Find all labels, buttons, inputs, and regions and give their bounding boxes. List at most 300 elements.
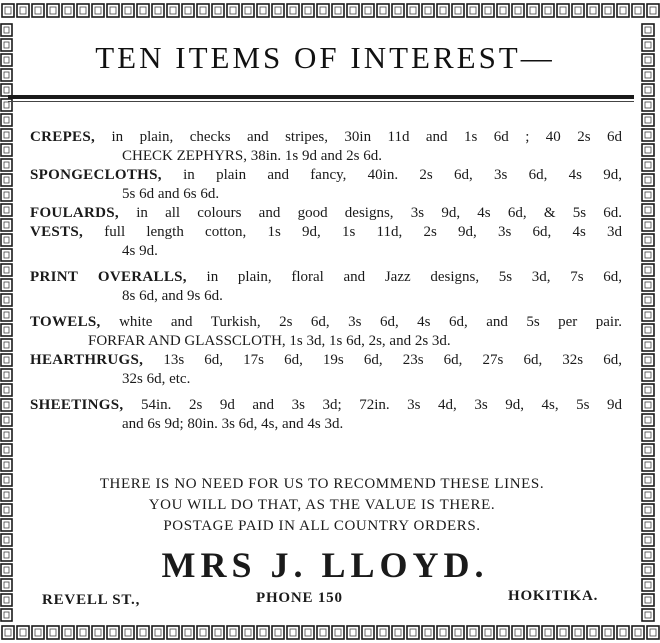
- border-link-inner: [365, 629, 371, 636]
- border-link: [1, 294, 12, 306]
- border-link: [287, 626, 299, 639]
- border-link-inner: [4, 477, 9, 483]
- border-link: [407, 4, 419, 17]
- border-link: [407, 626, 419, 639]
- border-link: [437, 4, 449, 17]
- border-link: [642, 189, 654, 201]
- border-link-inner: [110, 7, 116, 14]
- border-link: [1, 384, 12, 396]
- border-link-inner: [645, 87, 651, 93]
- border-link-inner: [380, 629, 386, 636]
- border-link: [602, 626, 614, 639]
- border-link-inner: [215, 7, 221, 14]
- border-link: [642, 609, 654, 621]
- border-link-inner: [645, 222, 651, 228]
- item-continuation: 32s 6d, etc.: [122, 371, 191, 387]
- border-link-inner: [320, 7, 326, 14]
- item-continuation: 4s 9d.: [122, 243, 158, 259]
- border-link: [642, 594, 654, 606]
- border-link-inner: [395, 7, 401, 14]
- border-link: [587, 4, 599, 17]
- border-link: [572, 4, 584, 17]
- item-details: in plain, floral and Jazz designs, 5s 3d, 7s 6d,: [206, 269, 622, 285]
- border-link-inner: [4, 372, 9, 378]
- border-link-inner: [4, 132, 9, 138]
- border-link-inner: [645, 477, 651, 483]
- border-link-inner: [4, 402, 9, 408]
- border-link: [1, 309, 12, 321]
- border-link-inner: [4, 192, 9, 198]
- border-link-inner: [645, 417, 651, 423]
- border-link: [1, 129, 12, 141]
- border-link-inner: [645, 537, 651, 543]
- border-link: [32, 626, 44, 639]
- border-link: [197, 626, 209, 639]
- border-link: [437, 626, 449, 639]
- footer-phone: PHONE 150: [256, 590, 343, 606]
- border-link-inner: [4, 417, 9, 423]
- border-link: [642, 84, 654, 96]
- border-link: [642, 279, 654, 291]
- border-link-inner: [50, 629, 56, 636]
- border-link: [642, 519, 654, 531]
- border-link-inner: [4, 102, 9, 108]
- border-link-inner: [645, 447, 651, 453]
- border-link: [152, 626, 164, 639]
- border-link-inner: [4, 162, 9, 168]
- list-item: [30, 223, 622, 261]
- border-link-inner: [155, 629, 161, 636]
- border-link: [512, 626, 524, 639]
- border-link-inner: [4, 147, 9, 153]
- border-link: [642, 204, 654, 216]
- border-link: [1, 489, 12, 501]
- border-link: [392, 4, 404, 17]
- border-link-inner: [365, 7, 371, 14]
- border-link: [1, 249, 12, 261]
- border-link-inner: [485, 629, 491, 636]
- border-link: [1, 24, 12, 36]
- border-link: [1, 564, 12, 576]
- border-link-inner: [645, 177, 651, 183]
- border-link-inner: [645, 102, 651, 108]
- border-link-inner: [245, 629, 251, 636]
- border-link: [182, 626, 194, 639]
- border-link: [617, 626, 629, 639]
- item-name: PRINT OVERALLS,: [30, 269, 187, 285]
- border-link-inner: [4, 207, 9, 213]
- border-link: [32, 4, 44, 17]
- title-rule-thin: [8, 101, 634, 102]
- border-link-inner: [410, 629, 416, 636]
- border-link-inner: [260, 7, 266, 14]
- item-details: in plain and fancy, 40in. 2s 6d, 3s 6d, 4s 9d,: [183, 167, 622, 183]
- border-link: [302, 4, 314, 17]
- border-link-inner: [545, 7, 551, 14]
- border-link: [467, 4, 479, 17]
- border-link-inner: [515, 629, 521, 636]
- border-link: [642, 264, 654, 276]
- border-link: [642, 309, 654, 321]
- border-link: [642, 579, 654, 591]
- border-link-inner: [575, 7, 581, 14]
- border-link-inner: [645, 57, 651, 63]
- item-continuation: FORFAR AND GLASSCLOTH, 1s 3d, 1s 6d, 2s, and 2s 3d.: [88, 333, 451, 349]
- border-link-inner: [95, 7, 101, 14]
- border-link-inner: [515, 7, 521, 14]
- border-link-inner: [645, 237, 651, 243]
- border-link-inner: [4, 432, 9, 438]
- border-link-inner: [575, 629, 581, 636]
- border-link: [392, 626, 404, 639]
- list-item: [30, 128, 622, 166]
- border-link-inner: [4, 297, 9, 303]
- border-link: [542, 626, 554, 639]
- border-link-inner: [645, 432, 651, 438]
- border-link: [92, 626, 104, 639]
- item-name: CREPES,: [30, 129, 96, 145]
- border-link-inner: [560, 629, 566, 636]
- border-link: [642, 399, 654, 411]
- border-link: [642, 324, 654, 336]
- border-link: [527, 4, 539, 17]
- border-link: [1, 369, 12, 381]
- border-link-inner: [4, 342, 9, 348]
- border-link-inner: [230, 629, 236, 636]
- border-link-inner: [4, 267, 9, 273]
- border-link-inner: [95, 629, 101, 636]
- item-name: HEARTHRUGS,: [30, 352, 144, 368]
- border-link: [62, 626, 74, 639]
- border-link: [602, 4, 614, 17]
- border-link: [1, 339, 12, 351]
- border-link-inner: [4, 447, 9, 453]
- border-link: [227, 626, 239, 639]
- border-link-inner: [290, 7, 296, 14]
- border-link: [642, 369, 654, 381]
- border-link-inner: [645, 282, 651, 288]
- item-name: SPONGECLOTHS,: [30, 167, 162, 183]
- border-link-inner: [125, 7, 131, 14]
- border-link-inner: [4, 312, 9, 318]
- border-link-inner: [140, 629, 146, 636]
- border-link-inner: [4, 552, 9, 558]
- border-link: [557, 4, 569, 17]
- border-link: [512, 4, 524, 17]
- item-continuation: and 6s 9d; 80in. 3s 6d, 4s, and 4s 3d.: [122, 416, 344, 432]
- border-link-inner: [645, 582, 651, 588]
- border-link: [1, 279, 12, 291]
- border-link: [642, 99, 654, 111]
- border-link: [1, 39, 12, 51]
- border-link: [642, 69, 654, 81]
- border-link: [1, 264, 12, 276]
- border-link-inner: [65, 629, 71, 636]
- border-link-inner: [645, 267, 651, 273]
- border-link: [377, 626, 389, 639]
- border-link: [1, 549, 12, 561]
- item-details: full length cotton, 1s 9d, 1s 11d, 2s 9d, 3s 6d, 4s 3d: [104, 224, 623, 240]
- border-link-inner: [4, 117, 9, 123]
- border-link-inner: [185, 629, 191, 636]
- item-details: 54in. 2s 9d and 3s 3d; 72in. 3s 4d, 3s 9d, 4s, 5s 9d: [141, 397, 623, 413]
- border-link-inner: [645, 372, 651, 378]
- border-link-inner: [645, 297, 651, 303]
- border-link-inner: [20, 629, 26, 636]
- border-link-inner: [620, 629, 626, 636]
- border-link-inner: [4, 72, 9, 78]
- border-link: [1, 399, 12, 411]
- border-link: [242, 4, 254, 17]
- border-link: [642, 504, 654, 516]
- border-link: [167, 626, 179, 639]
- border-link: [542, 4, 554, 17]
- border-link-inner: [4, 522, 9, 528]
- border-link-inner: [530, 629, 536, 636]
- border-link: [642, 174, 654, 186]
- border-link-inner: [4, 357, 9, 363]
- border-link: [482, 4, 494, 17]
- border-link-inner: [4, 177, 9, 183]
- border-link: [362, 626, 374, 639]
- border-link: [1, 144, 12, 156]
- border-link: [47, 626, 59, 639]
- border-link-inner: [425, 629, 431, 636]
- border-link-inner: [645, 522, 651, 528]
- border-link-inner: [470, 629, 476, 636]
- border-link: [47, 4, 59, 17]
- border-link-inner: [35, 629, 41, 636]
- border-link: [17, 626, 29, 639]
- border-link: [347, 4, 359, 17]
- border-link-inner: [4, 537, 9, 543]
- border-link: [557, 626, 569, 639]
- border-link: [137, 626, 149, 639]
- border-link-inner: [80, 7, 86, 14]
- border-link-inner: [645, 207, 651, 213]
- border-link: [642, 354, 654, 366]
- border-link: [642, 549, 654, 561]
- border-link: [642, 129, 654, 141]
- border-link-inner: [350, 7, 356, 14]
- border-link-inner: [4, 567, 9, 573]
- statement-line: YOU WILL DO THAT, AS THE VALUE IS THERE.: [148, 497, 496, 513]
- item-details: in all colours and good designs, 3s 9d, 4s 6d, & 5s 6d.: [136, 205, 623, 221]
- border-link-inner: [20, 7, 26, 14]
- border-link-inner: [455, 7, 461, 14]
- border-link-inner: [500, 629, 506, 636]
- border-link-inner: [4, 57, 9, 63]
- border-link: [642, 384, 654, 396]
- border-link-inner: [305, 7, 311, 14]
- item-continuation: 5s 6d and 6s 6d.: [122, 186, 220, 202]
- border-link: [17, 4, 29, 17]
- item-name: FOULARDS,: [30, 205, 119, 221]
- border-link-inner: [4, 252, 9, 258]
- border-link-inner: [645, 357, 651, 363]
- border-link-inner: [320, 629, 326, 636]
- border-link: [377, 4, 389, 17]
- border-link-inner: [155, 7, 161, 14]
- border-link-inner: [230, 7, 236, 14]
- border-link-inner: [4, 87, 9, 93]
- border-link-inner: [590, 629, 596, 636]
- border-link: [1, 204, 12, 216]
- border-link-inner: [4, 387, 9, 393]
- border-link-inner: [645, 162, 651, 168]
- border-link-inner: [4, 612, 9, 618]
- border-link: [642, 54, 654, 66]
- border-link: [642, 24, 654, 36]
- border-link-inner: [645, 597, 651, 603]
- border-link-inner: [4, 462, 9, 468]
- border-link: [642, 234, 654, 246]
- border-link: [572, 626, 584, 639]
- border-right: [634, 0, 660, 643]
- border-link: [62, 4, 74, 17]
- border-link-inner: [645, 72, 651, 78]
- border-link-inner: [170, 7, 176, 14]
- item-details: 13s 6d, 17s 6d, 19s 6d, 23s 6d, 27s 6d, 32s 6d,: [163, 352, 622, 368]
- border-link-inner: [645, 27, 651, 33]
- border-link: [642, 249, 654, 261]
- border-link: [1, 114, 12, 126]
- border-link: [642, 219, 654, 231]
- border-link-inner: [305, 629, 311, 636]
- border-link-inner: [440, 629, 446, 636]
- border-link-inner: [645, 147, 651, 153]
- border-link-inner: [645, 192, 651, 198]
- border-link: [107, 626, 119, 639]
- item-continuation: 8s 6d, and 9s 6d.: [122, 288, 223, 304]
- border-link-inner: [290, 629, 296, 636]
- border-link-inner: [560, 7, 566, 14]
- border-link-inner: [645, 117, 651, 123]
- border-link: [497, 4, 509, 17]
- border-link: [347, 626, 359, 639]
- border-link-inner: [4, 222, 9, 228]
- list-item: [30, 313, 622, 351]
- border-link-inner: [645, 387, 651, 393]
- border-link: [642, 414, 654, 426]
- border-link-inner: [410, 7, 416, 14]
- border-link: [1, 579, 12, 591]
- border-link-inner: [530, 7, 536, 14]
- border-link-inner: [645, 507, 651, 513]
- border-link-inner: [645, 132, 651, 138]
- item-details: white and Turkish, 2s 6d, 3s 6d, 4s 6d, and 5s per pair.: [119, 314, 623, 330]
- list-item: [30, 396, 622, 434]
- border-link: [1, 459, 12, 471]
- border-link-inner: [125, 629, 131, 636]
- border-link: [182, 4, 194, 17]
- border-link: [1, 324, 12, 336]
- border-link-inner: [645, 342, 651, 348]
- border-link-inner: [4, 237, 9, 243]
- border-link: [642, 474, 654, 486]
- border-link-inner: [645, 312, 651, 318]
- border-link-inner: [35, 7, 41, 14]
- item-continuation: CHECK ZEPHYRS, 38in. 1s 9d and 2s 6d.: [122, 148, 383, 164]
- border-link: [92, 4, 104, 17]
- border-link: [482, 626, 494, 639]
- border-link-inner: [215, 629, 221, 636]
- statement-line: POSTAGE PAID IN ALL COUNTRY ORDERS.: [163, 518, 481, 534]
- border-link-inner: [335, 629, 341, 636]
- title-rule: [8, 95, 634, 99]
- border-link-inner: [65, 7, 71, 14]
- shop-name: MRS J. LLOYD.: [161, 545, 489, 585]
- border-link: [1, 474, 12, 486]
- border-link: [642, 564, 654, 576]
- border-link-inner: [500, 7, 506, 14]
- border-link: [197, 4, 209, 17]
- border-link-inner: [485, 7, 491, 14]
- border-link: [642, 144, 654, 156]
- border-link: [497, 626, 509, 639]
- border-link: [242, 626, 254, 639]
- border-link-inner: [275, 629, 281, 636]
- border-link-inner: [4, 282, 9, 288]
- border-link: [642, 39, 654, 51]
- border-bottom: [0, 622, 660, 643]
- border-link-inner: [645, 612, 651, 618]
- border-link: [317, 626, 329, 639]
- border-link-inner: [605, 7, 611, 14]
- border-link-inner: [4, 327, 9, 333]
- closing-statement: [22, 474, 622, 537]
- border-link-inner: [50, 7, 56, 14]
- border-link-inner: [645, 567, 651, 573]
- list-item: [30, 351, 622, 389]
- border-link: [642, 444, 654, 456]
- border-link-inner: [4, 492, 9, 498]
- advert-title: TEN ITEMS OF INTEREST—: [95, 40, 555, 75]
- border-link-inner: [170, 629, 176, 636]
- border-link-inner: [200, 7, 206, 14]
- border-link: [212, 626, 224, 639]
- border-link: [272, 4, 284, 17]
- border-link-inner: [645, 327, 651, 333]
- border-link: [332, 4, 344, 17]
- border-link-inner: [645, 402, 651, 408]
- border-link: [227, 4, 239, 17]
- border-link: [1, 234, 12, 246]
- border-link-inner: [545, 629, 551, 636]
- border-link: [1, 69, 12, 81]
- border-link: [122, 626, 134, 639]
- border-link: [1, 174, 12, 186]
- border-link: [642, 489, 654, 501]
- item-list: [30, 128, 622, 434]
- border-link: [1, 414, 12, 426]
- border-link: [527, 626, 539, 639]
- footer-town: HOKITIKA.: [508, 588, 599, 604]
- border-link: [587, 626, 599, 639]
- border-link: [272, 626, 284, 639]
- border-link-inner: [4, 582, 9, 588]
- border-link: [1, 189, 12, 201]
- border-link: [1, 609, 12, 621]
- border-link-inner: [590, 7, 596, 14]
- border-link-inner: [260, 629, 266, 636]
- border-link: [1, 354, 12, 366]
- border-link: [422, 4, 434, 17]
- list-item: [30, 166, 622, 204]
- border-link: [1, 429, 12, 441]
- border-link: [642, 159, 654, 171]
- border-link: [332, 626, 344, 639]
